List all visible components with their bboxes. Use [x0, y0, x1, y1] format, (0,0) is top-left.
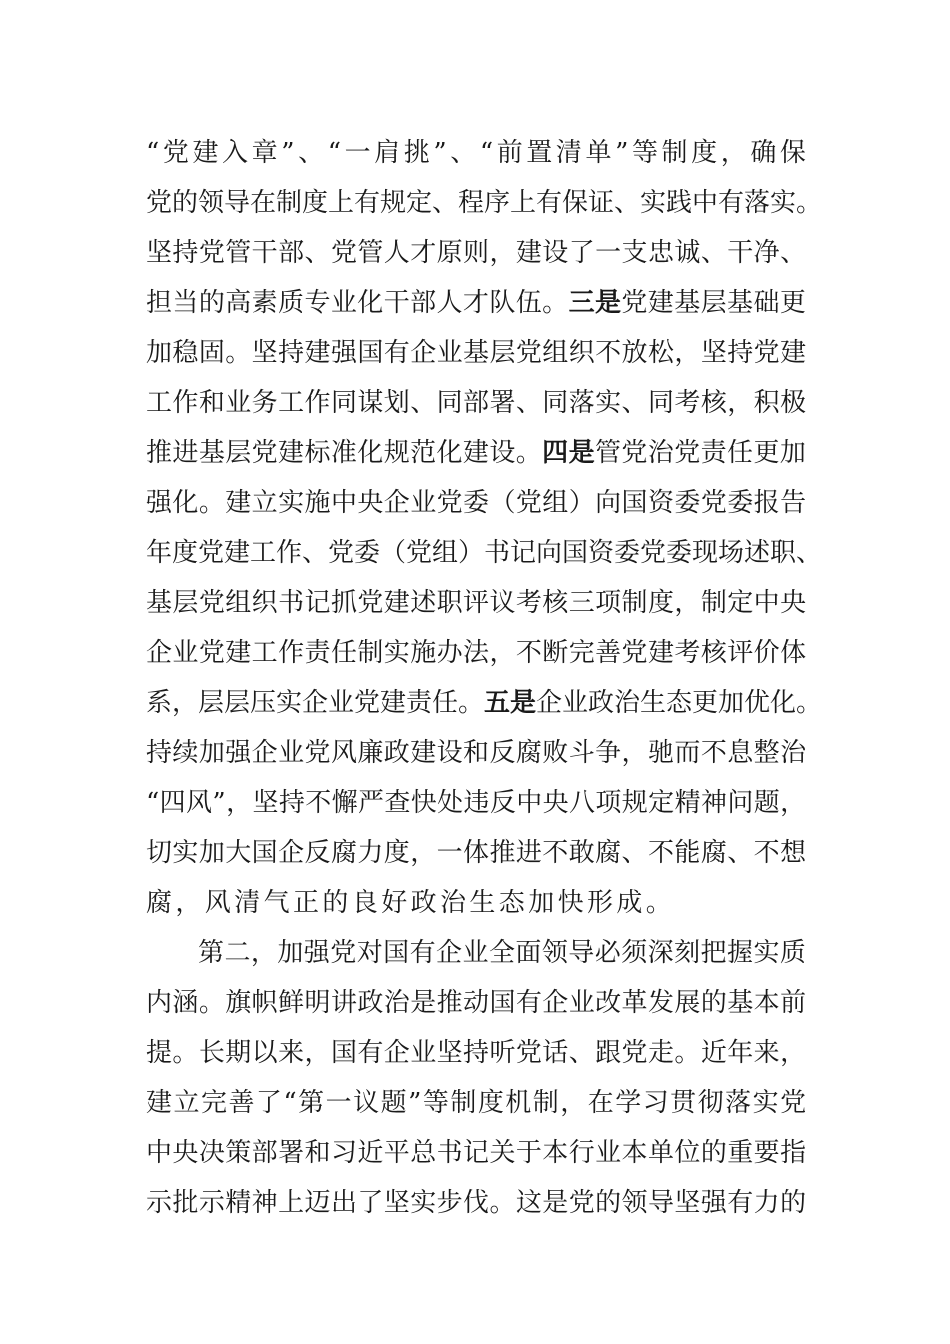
- text-line: 强化。建立实施中央企业党委（党组）向国资委党委报告: [146, 488, 807, 518]
- text-line: 示批示精神上迈出了坚实步伐。这是党的领导坚强有力的: [146, 1188, 807, 1218]
- text-line: 内涵。旗帜鲜明讲政治是推动国有企业改革发展的基本前: [146, 988, 807, 1018]
- text-line: 腐，风清气正的良好政治生态加快形成。: [146, 888, 676, 918]
- text-line: 提。长期以来，国有企业坚持听党话、跟党走。近年来，: [146, 1038, 807, 1068]
- text-line: 建立完善了“第一议题”等制度机制，在学习贯彻落实党: [146, 1088, 808, 1118]
- text-line: 系，层层压实企业党建责任。五是企业政治生态更加优化。: [146, 688, 823, 718]
- text-line: 中央决策部署和习近平总书记关于本行业本单位的重要指: [146, 1138, 807, 1168]
- text-line: 切实加大国企反腐力度，一体推进不敢腐、不能腐、不想: [146, 838, 807, 868]
- text-line: 党的领导在制度上有规定、程序上有保证、实践中有落实。: [146, 188, 823, 218]
- text-line: 工作和业务工作同谋划、同部署、同落实、同考核，积极: [146, 388, 807, 418]
- text-line: 担当的高素质专业化干部人才队伍。三是党建基层基础更: [146, 288, 807, 318]
- text-line: 第二，加强党对国有企业全面领导必须深刻把握实质: [198, 938, 807, 968]
- emphasis-four: 四是: [542, 438, 595, 468]
- text-line: 年度党建工作、党委（党组）书记向国资委党委现场述职、: [146, 538, 823, 568]
- text-line: 持续加强企业党风廉政建设和反腐败斗争，驰而不息整治: [146, 738, 807, 768]
- emphasis-three: 三是: [568, 288, 622, 318]
- text-line: 坚持党管干部、党管人才原则，建设了一支忠诚、干净、: [146, 238, 807, 268]
- text-line: “四风”，坚持不懈严查快处违反中央八项规定精神问题，: [146, 788, 807, 818]
- document-body: [146, 128, 823, 1228]
- emphasis-five: 五是: [484, 688, 537, 718]
- text-line: 加稳固。坚持建强国有企业基层党组织不放松，坚持党建: [146, 338, 807, 368]
- text-line: 推进基层党建标准化规范化建设。四是管党治党责任更加: [146, 438, 807, 468]
- text-line: 企业党建工作责任制实施办法，不断完善党建考核评价体: [146, 638, 807, 668]
- text-line: “党建入章”、“一肩挑”、“前置清单”等制度，确保: [146, 138, 810, 168]
- text-line: 基层党组织书记抓党建述职评议考核三项制度，制定中央: [146, 588, 807, 618]
